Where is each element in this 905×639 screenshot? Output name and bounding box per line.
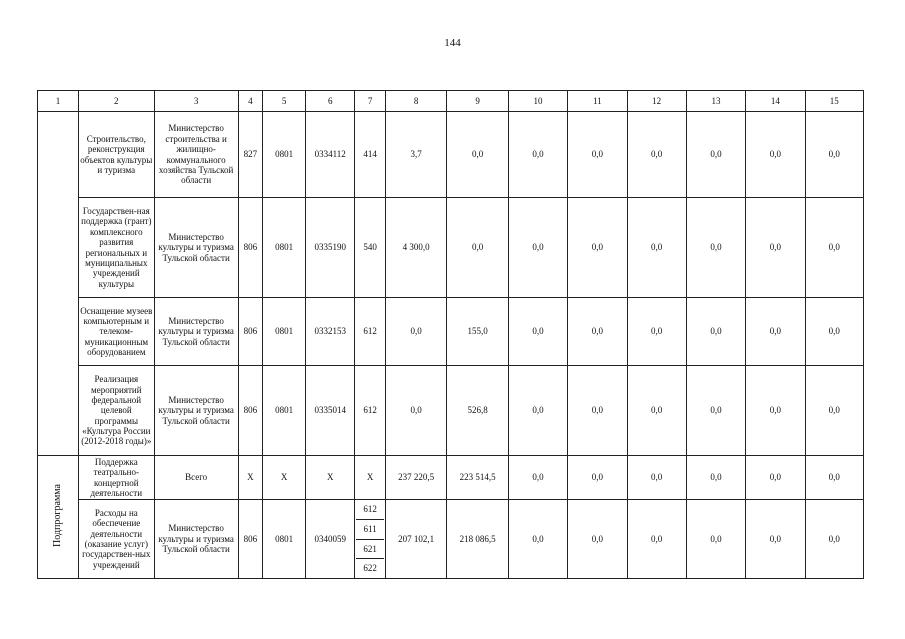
value-cell: 526,8	[447, 366, 508, 456]
value-cell: 0,0	[508, 298, 567, 366]
value-cell: 0,0	[686, 366, 745, 456]
value-cell: 0,0	[746, 500, 805, 579]
value-cell: 0,0	[627, 298, 686, 366]
header-cell: 1	[38, 91, 79, 112]
table-row	[38, 298, 864, 366]
target-article: 0335190	[306, 198, 355, 298]
header-cell: 4	[238, 91, 263, 112]
expense-type: 612	[355, 366, 386, 456]
target-article: 0340059	[306, 500, 355, 579]
value-cell: 0,0	[508, 198, 567, 298]
header-cell: 7	[355, 91, 386, 112]
expense-type: 540	[355, 198, 386, 298]
value-cell: 155,0	[447, 298, 508, 366]
activity-name: Оснащение музеев компьютерным и телеком-муникационным оборудованием	[78, 298, 154, 366]
subprogram-side-label	[38, 456, 79, 579]
page-number: 144	[444, 37, 461, 49]
header-cell: 13	[686, 91, 745, 112]
activity-name: Строительство, реконструкция объектов культуры и туризма	[78, 112, 154, 198]
value-cell: 0,0	[686, 298, 745, 366]
value-cell: 0,0	[568, 298, 627, 366]
value-cell: 0,0	[568, 112, 627, 198]
section-code: 0801	[263, 198, 306, 298]
value-cell: 0,0	[805, 500, 863, 579]
header-cell: 2	[78, 91, 154, 112]
section-code: 0801	[263, 112, 306, 198]
header-cell: 11	[568, 91, 627, 112]
expense-type-list	[355, 500, 386, 579]
header-row	[38, 91, 864, 112]
header-cell: 5	[263, 91, 306, 112]
value-cell: 0,0	[627, 112, 686, 198]
value-cell: 0,0	[746, 112, 805, 198]
value-cell: 0,0	[627, 500, 686, 579]
expense-type: X	[355, 456, 386, 500]
expense-type: 612	[355, 298, 386, 366]
section-code: 0801	[263, 366, 306, 456]
table-row	[38, 198, 864, 298]
header-cell: 15	[805, 91, 863, 112]
executor: Министерство культуры и туризма Тульской области	[154, 500, 238, 579]
expense-type: 611	[356, 520, 384, 540]
table-row	[38, 366, 864, 456]
value-cell: 0,0	[686, 456, 745, 500]
budget-table	[37, 90, 864, 579]
value-cell: 0,0	[805, 298, 863, 366]
value-cell: 0,0	[686, 112, 745, 198]
activity-name: Расходы на обеспечение деятельности (оказание услуг) государствен-ных учреждений	[78, 500, 154, 579]
value-cell: 207 102,1	[385, 500, 446, 579]
value-cell: 0,0	[447, 112, 508, 198]
value-cell: 0,0	[805, 198, 863, 298]
header-cell: 12	[627, 91, 686, 112]
value-cell: 0,0	[805, 366, 863, 456]
header-cell: 6	[306, 91, 355, 112]
grbs-code: X	[238, 456, 263, 500]
target-article: 0332153	[306, 298, 355, 366]
activity-name: Реализация мероприятий федеральной целевой программы «Культура России (2012-2018 годы)»	[78, 366, 154, 456]
empty-side-cell	[38, 112, 79, 456]
value-cell: 0,0	[627, 366, 686, 456]
section-code: 0801	[263, 500, 306, 579]
value-cell: 0,0	[568, 198, 627, 298]
grbs-code: 806	[238, 298, 263, 366]
value-cell: 0,0	[627, 198, 686, 298]
value-cell: 4 300,0	[385, 198, 446, 298]
value-cell: 0,0	[568, 366, 627, 456]
expense-type: 622	[363, 563, 377, 574]
value-cell: 218 086,5	[447, 500, 508, 579]
value-cell: 0,0	[385, 298, 446, 366]
table-row	[38, 112, 864, 198]
table-row	[38, 456, 864, 500]
value-cell: 0,0	[686, 500, 745, 579]
target-article: 0335014	[306, 366, 355, 456]
subprogram-label-text: Подпрограмма	[52, 484, 64, 548]
value-cell: 0,0	[805, 112, 863, 198]
section-code: 0801	[263, 298, 306, 366]
value-cell: 0,0	[447, 198, 508, 298]
value-cell: 0,0	[627, 456, 686, 500]
expense-type: 621	[356, 540, 384, 560]
target-article: 0334112	[306, 112, 355, 198]
executor: Министерство культуры и туризма Тульской области	[154, 198, 238, 298]
header-cell: 14	[746, 91, 805, 112]
value-cell: 0,0	[805, 456, 863, 500]
value-cell: 0,0	[508, 500, 567, 579]
value-cell: 0,0	[746, 298, 805, 366]
executor: Министерство строительства и жилищно-коммунального хозяйства Тульской области	[154, 112, 238, 198]
grbs-code: 806	[238, 500, 263, 579]
header-cell: 8	[385, 91, 446, 112]
expense-type: 414	[355, 112, 386, 198]
target-article: X	[306, 456, 355, 500]
section-code: X	[263, 456, 306, 500]
value-cell: 0,0	[508, 366, 567, 456]
header-cell: 3	[154, 91, 238, 112]
value-cell: 0,0	[746, 456, 805, 500]
activity-name: Поддержка театрально-концертной деятельности	[78, 456, 154, 500]
grbs-code: 806	[238, 198, 263, 298]
value-cell: 0,0	[508, 112, 567, 198]
value-cell: 0,0	[686, 198, 745, 298]
value-cell: 3,7	[385, 112, 446, 198]
header-cell: 9	[447, 91, 508, 112]
expense-type: 612	[356, 500, 384, 520]
value-cell: 0,0	[385, 366, 446, 456]
executor: Министерство культуры и туризма Тульской области	[154, 366, 238, 456]
executor: Министерство культуры и туризма Тульской области	[154, 298, 238, 366]
grbs-code: 827	[238, 112, 263, 198]
value-cell: 0,0	[746, 198, 805, 298]
value-cell: 0,0	[508, 456, 567, 500]
table-row	[38, 500, 864, 579]
value-cell: 0,0	[746, 366, 805, 456]
value-cell: 237 220,5	[385, 456, 446, 500]
value-cell: 0,0	[568, 456, 627, 500]
grbs-code: 806	[238, 366, 263, 456]
executor: Всего	[154, 456, 238, 500]
value-cell: 0,0	[568, 500, 627, 579]
header-cell: 10	[508, 91, 567, 112]
activity-name: Государствен-ная поддержка (грант) комплексного развития региональных и муниципальных учреждений культуры	[78, 198, 154, 298]
value-cell: 223 514,5	[447, 456, 508, 500]
